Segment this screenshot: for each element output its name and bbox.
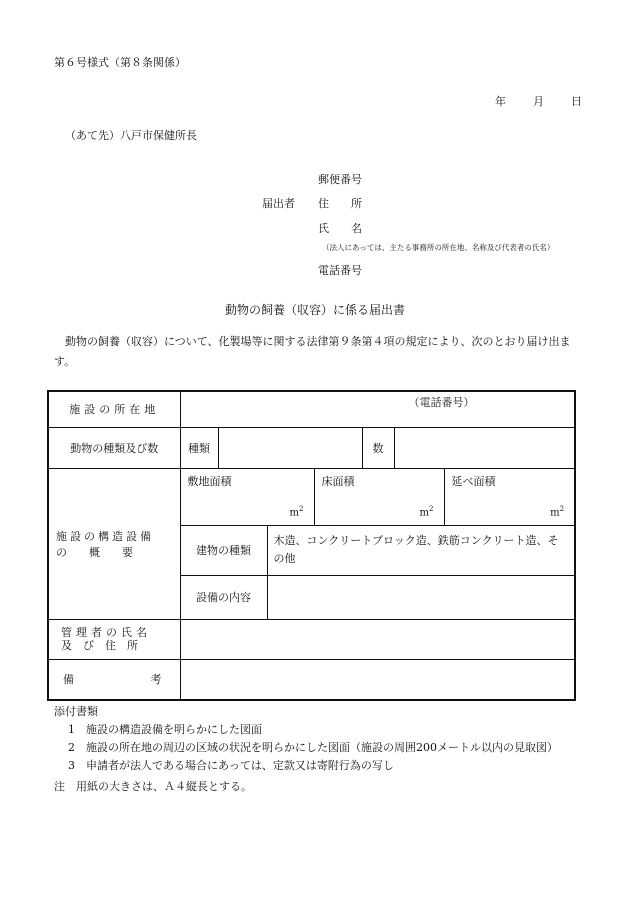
remarks-label-left: 備 [63,673,74,687]
row-animals [48,427,575,468]
type-label: 種類 [180,427,218,468]
document-title: 動物の飼養（収容）に係る届出書 [224,303,405,317]
row-manager [48,619,575,659]
site-area-field[interactable] [181,469,315,525]
attachment-item: 1 施設の構造設備を明らかにした図面 [68,723,262,736]
corporate-note: （法人にあっては、主たる事務所の所在地、名称及び代表者の氏名） [322,243,555,252]
areas-row [181,469,575,525]
date-line [495,93,582,109]
manager-label-line1: 管理者の氏名 [61,626,151,639]
structure-label [48,468,180,619]
name-label: 氏 名 [318,222,362,235]
manager-label [48,619,180,659]
equipment-field[interactable] [267,575,575,619]
manager-label-line2: 及 び 住 所 [61,639,138,652]
phone-label: 電話番号 [318,264,362,277]
location-field[interactable] [180,391,575,427]
date-day: 日 [571,95,582,108]
structure-label-line2: の 概 要 [56,545,133,559]
count-label: 数 [362,427,394,468]
animal-label: 動物の種類及び数 [48,427,180,468]
attachment-item: 3 申請者が法人である場合にあっては、定款又は寄附行為の写し [68,759,394,772]
remarks-label-right: 考 [150,673,162,687]
attachment-item: 2 施設の所在地の周辺の区域の状況を明らかにした図面（施設の周囲200メートル以内の見取図） [68,741,558,754]
floor-area-label: 床面積 [321,474,355,488]
date-month: 月 [533,95,544,108]
notifier-label: 届出者 [262,197,295,210]
site-area-unit: $m^2$ [289,505,304,519]
row-areas [48,468,575,525]
phone-placeholder: （電話番号） [408,396,475,409]
paper-size-note: 注 用紙の大きさは、Ａ４縦長とする。 [54,780,252,793]
remarks-field[interactable] [180,659,575,700]
floor-area-field[interactable] [315,469,445,525]
notification-table [47,390,576,701]
building-type-label: 建物の種類 [180,525,267,575]
site-area-label: 敷地面積 [187,474,232,488]
attachments-heading: 添付書類 [54,705,98,718]
total-floor-area-label: 延べ面積 [451,474,496,488]
type-field[interactable] [218,427,362,468]
count-field[interactable] [394,427,575,468]
address-label: 住 所 [318,197,362,210]
date-year: 年 [495,95,506,108]
remarks-label [48,659,180,700]
attachments [54,703,558,775]
location-label: 施設の所在地 [48,391,180,427]
structure-label-line1: 施設の構造設備 [56,529,154,543]
postal-code-label: 郵便番号 [318,173,362,186]
floor-area-unit: $m^2$ [419,505,434,519]
addressee: （あて先）八戸市保健所長 [65,129,197,142]
total-floor-area-unit: $m^2$ [550,505,565,519]
equipment-label: 設備の内容 [180,575,267,619]
body-text: 動物の飼養（収容）について、化製場等に関する法律第９条第４項の規定により、次のとおり届け出ます。 [54,335,571,368]
total-floor-area-field[interactable] [445,469,575,525]
form-number: 第６号様式（第８条関係） [54,56,186,69]
areas-cell [180,468,575,525]
building-type-value[interactable]: 木造、コンクリートブロック造、鉄筋コンクリート造、その他 [267,525,575,575]
row-remarks [48,659,575,700]
row-location [48,391,575,427]
manager-field[interactable] [180,619,575,659]
